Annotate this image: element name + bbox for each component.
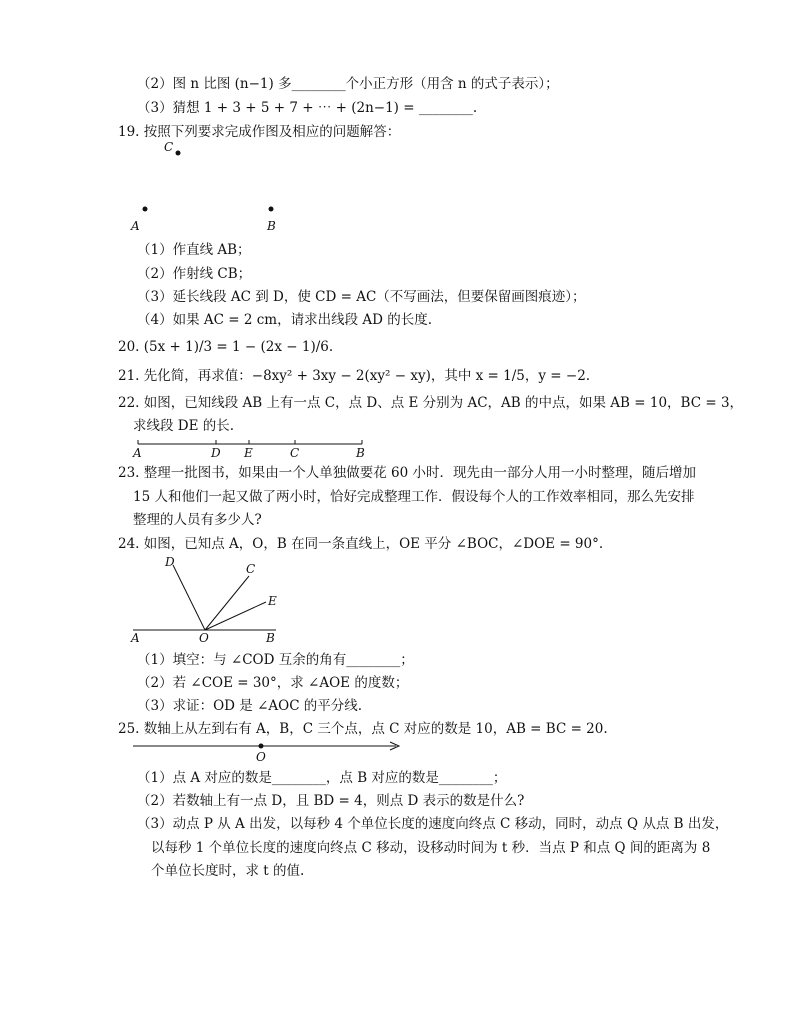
- fig22-label-e: E: [244, 446, 253, 460]
- q19-part4: （4）如果 AC = 2 cm，请求出线段 AD 的长度.: [137, 312, 433, 328]
- q24-stem: 24. 如图，已知点 A，O，B 在同一条直线上，OE 平分 ∠BOC，∠DOE = 90°.: [118, 536, 604, 552]
- q19-part1: （1）作直线 AB；: [137, 242, 251, 258]
- q25-part3-line2: 以每秒 1 个单位长度的速度向终点 C 移动，设移动时间为 t 秒．当点 P 和点 Q 间的距离为 8: [151, 840, 711, 856]
- q25-part3-line3: 个单位长度时，求 t 的值.: [151, 863, 305, 879]
- q24-part1: （1）填空：与 ∠COD 互余的角有________；: [137, 652, 414, 668]
- fig22-label-d: D: [211, 446, 221, 460]
- q25-stem: 25. 数轴上从左到右有 A，B，C 三个点，点 C 对应的数是 10，AB = BC = 20.: [118, 721, 608, 737]
- fig24-label-a: A: [131, 631, 140, 645]
- fig22-label-c: C: [290, 446, 300, 460]
- fig19-label-b: B: [267, 219, 276, 233]
- q25-part2: （2）若数轴上有一点 D，且 BD = 4，则点 D 表示的数是什么?: [137, 793, 525, 809]
- q25-part1: （1）点 A 对应的数是________，点 B 对应的数是________；: [137, 770, 507, 786]
- q19-part3: （3）延长线段 AC 到 D，使 CD = AC（不写画法，但要保留画图痕迹）；: [137, 289, 586, 305]
- q23-stem-line1: 23. 整理一批图书，如果由一个人单独做要花 60 小时．现先由一部分人用一小时整理，随后增加: [118, 465, 697, 481]
- fig25-origin-dot: [259, 744, 264, 749]
- q24-part3: （3）求证：OD 是 ∠AOC 的平分线.: [137, 698, 363, 714]
- fig22-label-a: A: [133, 446, 142, 460]
- q21-stem: 21. 先化简，再求值：−8xy² + 3xy − 2(xy² − xy)，其中 x = 1/5，y = −2.: [118, 368, 591, 384]
- q19-part2: （2）作射线 CB；: [137, 266, 252, 282]
- q18-part3: （3）猜想 1 + 3 + 5 + 7 + ⋯ + (2n−1) = ________.: [137, 100, 478, 116]
- q25-part3-line1: （3）动点 P 从 A 出发，以每秒 4 个单位长度的速度向终点 C 移动，同时，动点 Q 从点 B 出发，: [137, 816, 729, 832]
- fig24-label-e: E: [268, 594, 277, 608]
- fig24-label-d: D: [165, 555, 175, 569]
- fig22-label-b: B: [356, 446, 365, 460]
- q18-part2: （2）图 n 比图 (n−1) 多________个小正方形（用含 n 的式子表示）；: [137, 76, 559, 92]
- q22-stem-line1: 22. 如图，已知线段 AB 上有一点 C，点 D、点 E 分别为 AC，AB 的中点，如果 AB = 10，BC = 3，: [118, 395, 744, 411]
- q22-stem-line2: 求线段 DE 的长.: [133, 418, 235, 434]
- fig24-label-o: O: [199, 631, 209, 645]
- q23-stem-line2: 15 人和他们一起又做了两小时，恰好完成整理工作．假设每个人的工作效率相同，那么先安排: [133, 489, 695, 505]
- fig19-label-a: A: [131, 219, 140, 233]
- q24-part2: （2）若 ∠COE = 30°，求 ∠AOE 的度数；: [137, 675, 409, 691]
- q19-stem: 19. 按照下列要求完成作图及相应的问题解答：: [118, 124, 401, 140]
- fig24-label-c: C: [246, 562, 256, 576]
- fig25-label-o: O: [256, 750, 266, 764]
- q23-stem-line3: 整理的人员有多少人?: [133, 512, 262, 528]
- q20-equation: 20. (5x + 1)/3 = 1 − (2x − 1)/6.: [118, 339, 334, 355]
- fig19-label-c: C: [164, 140, 174, 154]
- fig24-label-b: B: [266, 631, 275, 645]
